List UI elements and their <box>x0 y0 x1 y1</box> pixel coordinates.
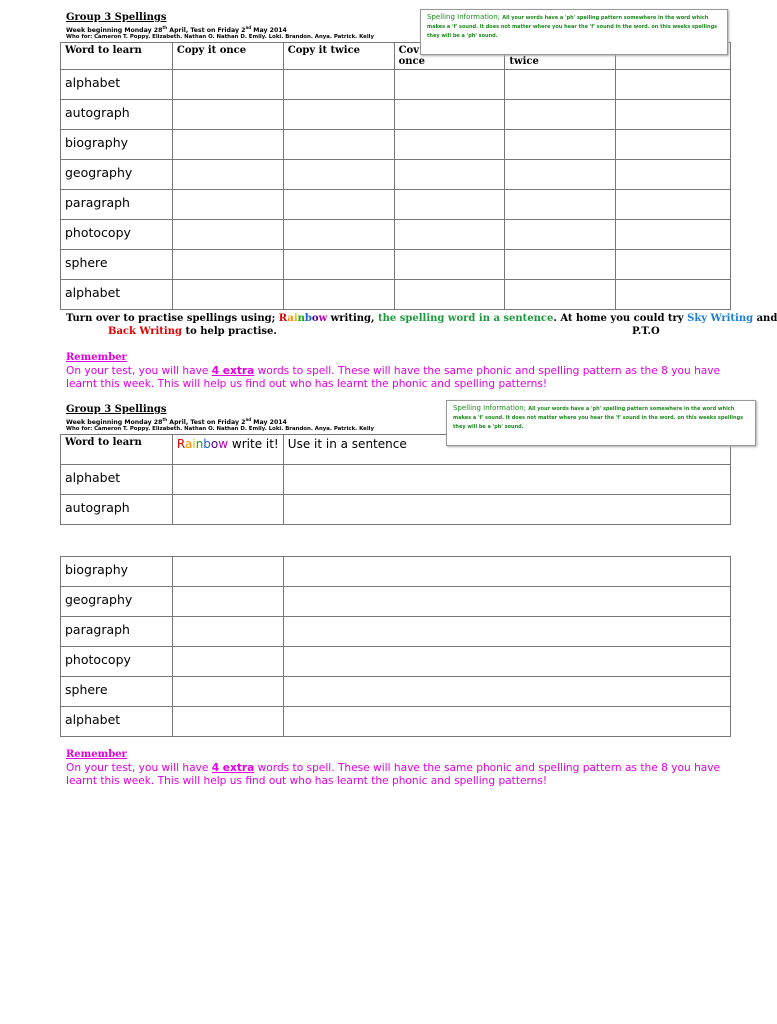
write-cell[interactable] <box>505 220 616 250</box>
write-cell[interactable] <box>616 250 731 280</box>
write-cell[interactable] <box>394 220 505 250</box>
spelling-table <box>60 42 731 310</box>
write-cell[interactable] <box>616 220 731 250</box>
write-cell[interactable] <box>172 677 283 707</box>
table-row <box>61 130 731 160</box>
write-cell[interactable] <box>172 220 283 250</box>
sentence-cell[interactable] <box>283 495 730 525</box>
sentence-table-top <box>60 434 731 525</box>
table-row <box>61 160 731 190</box>
write-cell[interactable] <box>505 70 616 100</box>
write-cell[interactable] <box>394 70 505 100</box>
write-cell[interactable] <box>505 280 616 310</box>
header-rainbow-write: Rainbow write it! <box>172 435 283 465</box>
word-cell: sphere <box>61 250 173 280</box>
header-copy-once: Copy it once <box>172 43 283 70</box>
header-sentence: Use it in a sentence <box>283 435 730 465</box>
table-row <box>61 495 731 525</box>
write-cell[interactable] <box>172 617 283 647</box>
table-row <box>61 190 731 220</box>
remember-text: On your test, you will have 4 extra words to spell. These will have the same phonic and spelling pattern as the 8 you have learnt this week. This will help us find out who has learnt the phonic and spelling patterns! <box>66 365 721 390</box>
write-cell[interactable] <box>172 250 283 280</box>
info-label: Spelling Information; <box>427 13 501 21</box>
write-cell[interactable] <box>394 130 505 160</box>
table-row <box>61 70 731 100</box>
write-cell[interactable] <box>172 587 283 617</box>
table-row <box>61 220 731 250</box>
write-cell[interactable] <box>616 100 731 130</box>
info-label: Spelling Information; <box>453 404 527 412</box>
table-row <box>61 617 731 647</box>
week-line: Week beginning Monday 28th April, Test on Friday 2nd May 2014 <box>66 25 287 35</box>
page-title: Group 3 Spellings <box>66 12 167 23</box>
sentence-cell[interactable] <box>283 617 730 647</box>
table-row <box>61 250 731 280</box>
word-cell: photocopy <box>61 647 173 677</box>
write-cell[interactable] <box>616 190 731 220</box>
write-cell[interactable] <box>283 160 394 190</box>
practise-instructions-line2: Back Writing to help practise. <box>108 326 277 337</box>
write-cell[interactable] <box>394 250 505 280</box>
write-cell[interactable] <box>172 495 283 525</box>
table-row <box>61 465 731 495</box>
word-cell: alphabet <box>61 707 173 737</box>
write-cell[interactable] <box>283 280 394 310</box>
spelling-info-box-2 <box>446 400 756 446</box>
word-cell: geography <box>61 160 173 190</box>
who-for-line-2: Who for: Cameron T. Poppy. Elizabeth. Nathan O. Nathan D. Emily. Loki. Brandon. Anya. Patrick. Kelly <box>66 426 375 432</box>
header-cover-once: Cov once <box>394 43 505 70</box>
write-cell[interactable] <box>616 280 731 310</box>
write-cell[interactable] <box>283 100 394 130</box>
table-row <box>61 587 731 617</box>
write-cell[interactable] <box>505 160 616 190</box>
write-cell[interactable] <box>172 160 283 190</box>
word-cell: sphere <box>61 677 173 707</box>
word-cell: autograph <box>61 495 173 525</box>
write-cell[interactable] <box>172 130 283 160</box>
header-cover-twice: twice <box>505 43 616 70</box>
write-cell[interactable] <box>172 557 283 587</box>
write-cell[interactable] <box>172 100 283 130</box>
write-cell[interactable] <box>394 190 505 220</box>
write-cell[interactable] <box>394 160 505 190</box>
word-cell: geography <box>61 587 173 617</box>
word-cell: biography <box>61 130 173 160</box>
write-cell[interactable] <box>172 465 283 495</box>
write-cell[interactable] <box>505 100 616 130</box>
write-cell[interactable] <box>283 190 394 220</box>
write-cell[interactable] <box>283 130 394 160</box>
write-cell[interactable] <box>505 250 616 280</box>
sentence-cell[interactable] <box>283 647 730 677</box>
table-row <box>61 100 731 130</box>
write-cell[interactable] <box>172 190 283 220</box>
pto-label: P.T.O <box>632 326 660 337</box>
write-cell[interactable] <box>394 100 505 130</box>
table-row <box>61 557 731 587</box>
write-cell[interactable] <box>172 280 283 310</box>
word-cell: biography <box>61 557 173 587</box>
write-cell[interactable] <box>172 70 283 100</box>
write-cell[interactable] <box>283 250 394 280</box>
week-line-2: Week beginning Monday 28th April, Test on Friday 2nd May 2014 <box>66 417 287 427</box>
header-copy-twice: Copy it twice <box>283 43 394 70</box>
write-cell[interactable] <box>616 160 731 190</box>
write-cell[interactable] <box>505 190 616 220</box>
sentence-cell[interactable] <box>283 465 730 495</box>
sentence-cell[interactable] <box>283 677 730 707</box>
word-cell: autograph <box>61 100 173 130</box>
write-cell[interactable] <box>283 220 394 250</box>
table-row <box>61 647 731 677</box>
word-cell: photocopy <box>61 220 173 250</box>
sentence-cell[interactable] <box>283 557 730 587</box>
word-cell: alphabet <box>61 465 173 495</box>
header-word: Word to learn <box>61 435 173 465</box>
word-cell: alphabet <box>61 70 173 100</box>
write-cell[interactable] <box>505 130 616 160</box>
word-cell: alphabet <box>61 280 173 310</box>
header-word: Word to learn <box>61 43 173 70</box>
word-cell: paragraph <box>61 190 173 220</box>
page-title-2: Group 3 Spellings <box>66 404 167 415</box>
write-cell[interactable] <box>616 130 731 160</box>
table-row <box>61 707 731 737</box>
who-for-line: Who for: Cameron T. Poppy. Elizabeth. Nathan O. Nathan D. Emily. Loki. Brandon. Anya. Patrick. Kelly <box>66 34 375 40</box>
table-row <box>61 280 731 310</box>
write-cell[interactable] <box>616 70 731 100</box>
info-text: All your words have a 'ph' spelling pattern somewhere in the word which makes a 'f' sound. It does not matter where you hear the 'f' sound in the word. on this weeks spellings they will be a 'ph' sound. <box>453 406 744 430</box>
sentence-cell[interactable] <box>283 707 730 737</box>
sentence-cell[interactable] <box>283 587 730 617</box>
spelling-info-box <box>420 9 728 55</box>
table-row <box>61 677 731 707</box>
write-cell[interactable] <box>394 280 505 310</box>
practise-instructions: Turn over to practise spellings using; Rainbow writing, the spelling word in a sentence. At home you could try Sky Writing and <box>66 313 777 324</box>
remember-text-2: On your test, you will have 4 extra words to spell. These will have the same phonic and spelling pattern as the 8 you have learnt this week. This will help us find out who has learnt the phonic and spelling patterns! <box>66 762 721 787</box>
write-cell[interactable] <box>172 707 283 737</box>
remember-title-2: Remember <box>66 749 127 760</box>
word-cell: paragraph <box>61 617 173 647</box>
rainbow-word: Rainbow <box>278 313 328 324</box>
write-cell[interactable] <box>283 70 394 100</box>
sentence-table-bottom <box>60 556 731 737</box>
remember-title: Remember <box>66 352 127 363</box>
write-cell[interactable] <box>172 647 283 677</box>
info-text: All your words have a 'ph' spelling pattern somewhere in the word which makes a 'f' sound. It does not matter where you hear the 'f' sound in the word. on this weeks spellings they will be a 'ph' sound. <box>427 15 718 39</box>
